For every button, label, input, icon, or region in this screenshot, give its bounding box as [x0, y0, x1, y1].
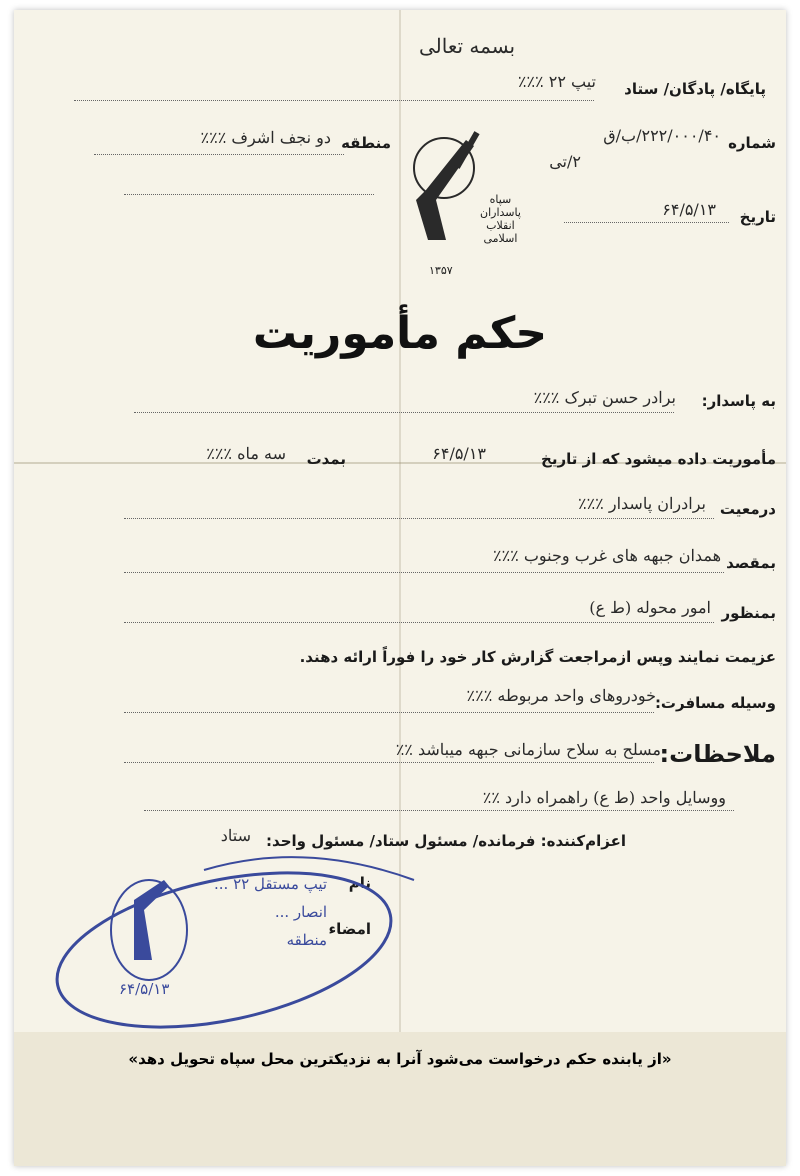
emblem-year: ۱۳۵۷ — [429, 264, 453, 277]
dotted-line — [94, 154, 344, 155]
dotted-line — [124, 712, 654, 713]
dotted-line — [124, 572, 724, 573]
emblem-line: پاسداران — [480, 206, 521, 219]
emblem-line: اسلامی — [483, 232, 518, 245]
purpose-label: بمنظور — [721, 604, 776, 622]
dispatcher-value: ستاد — [220, 826, 251, 845]
name-label: نام — [348, 874, 371, 892]
date-label: تاریخ — [739, 208, 776, 226]
dotted-line — [124, 622, 714, 623]
side-registration-note — [0, 815, 2, 940]
stamp-date: ۶۴/۵/۱۳ — [119, 980, 170, 998]
dispatch-text: عزیمت نمایند وپس ازمراجعت گزارش کار خود را فوراً ارائه دهند. — [299, 648, 776, 666]
dotted-line — [74, 100, 594, 101]
destination-value: همدان جبهه های غرب وجنوب ٪٪٪ — [492, 546, 721, 565]
stamp-line: منطقه — [286, 931, 328, 949]
dotted-line — [124, 762, 654, 763]
duration-value: سه ماه ٪٪٪ — [206, 444, 286, 463]
dotted-line — [124, 194, 374, 195]
notes-label: ملاحظات: — [659, 740, 776, 768]
emblem-line: سپاه — [489, 193, 512, 206]
base-value: تیپ ۲۲ ٪٪٪ — [517, 72, 596, 91]
emblem-line: انقلاب — [486, 219, 515, 232]
region-value: دو نجف اشرف ٪٪٪ — [200, 128, 331, 147]
dispatcher-label: اعزام‌کننده: فرمانده/ مسئول ستاد/ مسئول واحد: — [266, 832, 626, 850]
number-extra: ۲/تی — [549, 152, 581, 171]
dotted-line — [134, 412, 674, 413]
company-value: برادران پاسدار ٪٪٪ — [577, 494, 706, 513]
destination-label: بمقصد — [726, 554, 776, 572]
basmala: بسمه تعالی — [419, 34, 516, 58]
pasdar-label: به پاسدار: — [701, 392, 776, 410]
vehicle-value: خودروهای واحد مربوطه ٪٪٪ — [466, 686, 656, 705]
footer-note: «از یابنده حکم درخواست می‌شود آنرا به نزدیکترین محل سپاه تحویل دهد» — [128, 1050, 672, 1068]
notes-value-1: مسلح به سلاح سازمانی جبهه میباشد ٪٪ — [395, 740, 661, 759]
region-label: منطقه — [341, 134, 391, 152]
stamp-line: انصار ... — [274, 903, 328, 921]
document-title: حکم مأموریت — [252, 308, 548, 359]
stamp-text — [214, 870, 327, 954]
number-value: ۲۲۲/۰۰۰/۴۰/ب/ق — [603, 126, 721, 145]
duration-label: بمدت — [306, 450, 346, 468]
notes-value-2: ووسایل واحد (ط ع) راهمراه دارد ٪٪ — [482, 788, 726, 807]
pasdar-value: برادر حسن تبرک ٪٪٪ — [533, 388, 676, 407]
base-label: پایگاه/ پادگان/ ستاد — [624, 80, 766, 98]
mission-label: مأموریت داده میشود که از تاریخ — [541, 450, 776, 468]
vehicle-label: وسیله مسافرت: — [654, 694, 776, 712]
number-label: شماره — [728, 134, 776, 152]
emblem-text — [480, 193, 521, 245]
mission-date: ۶۴/۵/۱۳ — [432, 444, 486, 463]
date-value: ۶۴/۵/۱۳ — [662, 200, 716, 219]
signature-label: امضاء — [328, 920, 371, 938]
company-label: درمعیت — [719, 500, 776, 518]
dotted-line — [564, 222, 729, 223]
purpose-value: امور محوله (ط ع) — [589, 598, 711, 617]
dotted-line — [124, 518, 714, 519]
stamp-line: تیپ مستقل ۲۲ ... — [214, 875, 328, 893]
dotted-line — [144, 810, 734, 811]
document-page — [14, 10, 786, 1166]
